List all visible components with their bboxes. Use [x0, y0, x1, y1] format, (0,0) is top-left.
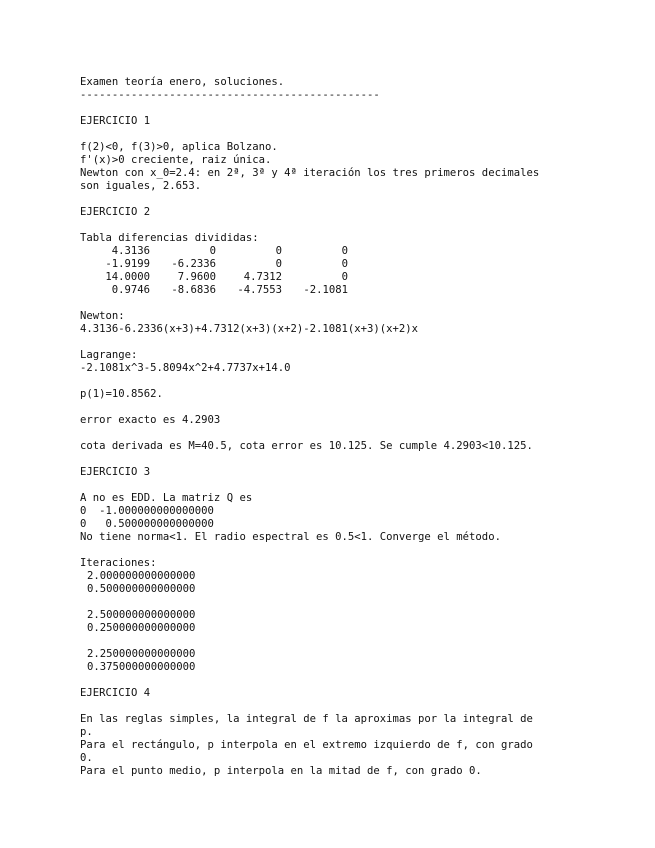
document-page	[80, 76, 640, 778]
ej1-line: f'(x)>0 creciente, raiz única.	[80, 154, 272, 166]
table-cell: 0	[341, 245, 348, 257]
iteration-value: 0.250000000000000	[87, 622, 196, 634]
iteration-value: 2.500000000000000	[87, 609, 196, 621]
ej3-line: A no es EDD. La matriz Q es	[80, 492, 253, 504]
table-row	[80, 271, 348, 284]
table-cell: 0	[209, 245, 216, 257]
exact-error: error exacto es 4.2903	[80, 414, 221, 426]
ej3-heading: EJERCICIO 3	[80, 466, 151, 478]
ej4-line: En las reglas simples, la integral de f la aproximas por la integral de	[80, 713, 533, 725]
table-cell: 0	[275, 258, 282, 270]
matrix-row: 0 -1.000000000000000	[80, 505, 214, 517]
divided-differences-table	[80, 245, 348, 297]
table-cell: 0.9746	[111, 284, 150, 296]
lagrange-label: Lagrange:	[80, 349, 138, 361]
ej1-line: son iguales, 2.653.	[80, 180, 202, 192]
ej4-line: p.	[80, 726, 93, 738]
table-cell: -1.9199	[105, 258, 150, 270]
table-row	[80, 245, 348, 258]
iteration-value: 2.250000000000000	[87, 648, 196, 660]
iteration-value: 0.500000000000000	[87, 583, 196, 595]
ej1-line: f(2)<0, f(3)>0, aplica Bolzano.	[80, 141, 278, 153]
ej3-line: No tiene norma<1. El radio espectral es 0.5<1. Converge el método.	[80, 531, 501, 543]
ej4-line: Para el rectángulo, p interpola en el extremo izquierdo de f, con grado	[80, 739, 533, 751]
divided-differences-title: Tabla diferencias divididas:	[80, 232, 259, 244]
matrix-row: 0 0.500000000000000	[80, 518, 214, 530]
table-cell: 4.7312	[243, 271, 282, 283]
table-row	[80, 258, 348, 271]
iteration-value: 2.000000000000000	[87, 570, 196, 582]
iterations-label: Iteraciones:	[80, 557, 157, 569]
table-cell: -4.7553	[237, 284, 282, 296]
ej4-heading: EJERCICIO 4	[80, 687, 151, 699]
table-cell: 14.0000	[105, 271, 150, 283]
table-cell: -6.2336	[171, 258, 216, 270]
table-cell: 7.9600	[177, 271, 216, 283]
error-bound: cota derivada es M=40.5, cota error es 10.125. Se cumple 4.2903<10.125.	[80, 440, 533, 452]
table-cell: -8.6836	[171, 284, 216, 296]
p1-value: p(1)=10.8562.	[80, 388, 163, 400]
ej1-heading: EJERCICIO 1	[80, 115, 151, 127]
table-cell: 4.3136	[111, 245, 150, 257]
iteration-value: 0.375000000000000	[87, 661, 196, 673]
table-cell: -2.1081	[303, 284, 348, 296]
table-cell: 0	[341, 258, 348, 270]
lagrange-polynomial: -2.1081x^3-5.8094x^2+4.7737x+14.0	[80, 362, 291, 374]
newton-polynomial: 4.3136-6.2336(x+3)+4.7312(x+3)(x+2)-2.1081(x+3)(x+2)x	[80, 323, 419, 335]
document-title: Examen teoría enero, soluciones.	[80, 76, 285, 88]
title-underline: -----------------------------------------------	[80, 89, 380, 101]
ej1-line: Newton con x_0=2.4: en 2ª, 3ª y 4ª iteración los tres primeros decimales	[80, 167, 540, 179]
table-row	[80, 284, 348, 297]
ej2-heading: EJERCICIO 2	[80, 206, 151, 218]
newton-label: Newton:	[80, 310, 125, 322]
ej4-line: 0.	[80, 752, 93, 764]
ej4-line: Para el punto medio, p interpola en la mitad de f, con grado 0.	[80, 765, 482, 777]
table-cell: 0	[275, 245, 282, 257]
table-cell: 0	[341, 271, 348, 283]
